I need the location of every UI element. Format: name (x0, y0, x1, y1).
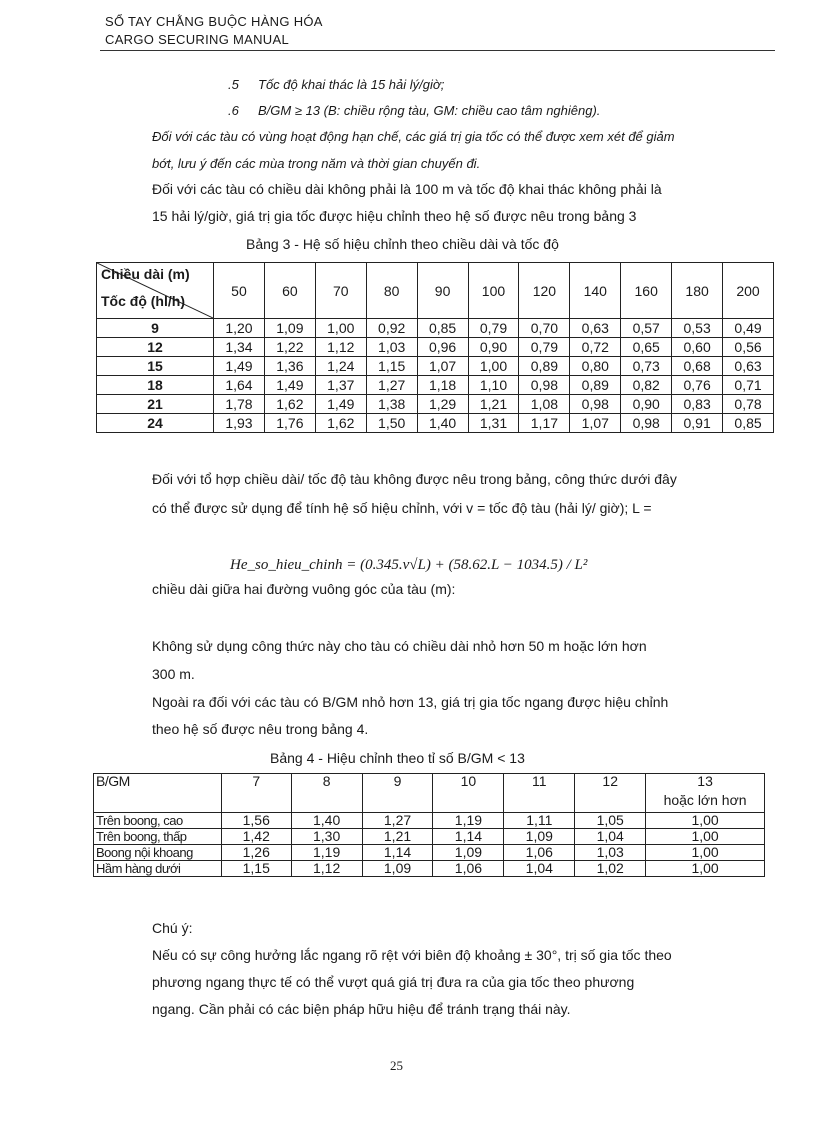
table-cell: 1,15 (366, 357, 417, 376)
table-cell: 1,09 (362, 861, 433, 877)
table4-col-header: 9 (362, 774, 433, 813)
paragraph-restricted-line: bớt, lưu ý đến các mùa trong năm và thời gian chuyến đi. (152, 156, 481, 171)
table-cell: 1,62 (264, 395, 315, 414)
table3-speed-cell: 24 (97, 414, 214, 433)
table-cell: 1,38 (366, 395, 417, 414)
note-line: Nếu có sự công hưởng lắc ngang rõ rệt với biên độ khoảng ± 30°, trị số gia tốc theo (152, 947, 672, 963)
table-cell: 0,90 (468, 338, 519, 357)
table-cell: 0,89 (519, 357, 570, 376)
paragraph-length-line: Đối với các tàu có chiều dài không phải là 100 m và tốc độ khai thác không phải là (152, 181, 662, 197)
table-row (97, 376, 774, 395)
table-cell: 1,04 (575, 829, 646, 845)
last-col-value: 13 (697, 773, 713, 789)
table4 (93, 773, 765, 877)
table-cell: 1,27 (362, 813, 433, 829)
table-cell: 0,73 (621, 357, 672, 376)
table-cell: 1,40 (291, 813, 362, 829)
table-cell: 1,03 (575, 845, 646, 861)
page-number: 25 (390, 1058, 403, 1073)
header-divider (100, 50, 775, 51)
table-cell: 1,09 (504, 829, 575, 845)
table-cell: 0,56 (723, 338, 774, 357)
table3-speed-cell: 15 (97, 357, 214, 376)
table-cell: 1,17 (519, 414, 570, 433)
table4-col-header: 10 (433, 774, 504, 813)
table3-length-header: 60 (264, 263, 315, 319)
table-cell: 1,21 (468, 395, 519, 414)
table-cell: 1,50 (366, 414, 417, 433)
table-cell: 1,19 (291, 845, 362, 861)
table3-length-header: 200 (723, 263, 774, 319)
table-cell: 1,00 (646, 829, 765, 845)
table-cell: 1,11 (504, 813, 575, 829)
table-cell: 1,14 (433, 829, 504, 845)
table-cell: 0,49 (723, 319, 774, 338)
table-cell: 1,29 (417, 395, 468, 414)
table-cell: 0,70 (519, 319, 570, 338)
table-cell: 1,03 (366, 338, 417, 357)
table4-row-label: Trên boong, cao (94, 813, 222, 829)
item-number: .6 (228, 103, 239, 118)
correction-formula: He_so_hieu_chinh = (0.345.v√L) + (58.62.L − 1034.5) / L² (230, 557, 588, 573)
paragraph-formula-line: Đối với tổ hợp chiều dài/ tốc độ tàu không được nêu trong bảng, công thức dưới đây (152, 471, 677, 487)
table-cell: 1,21 (362, 829, 433, 845)
table-cell: 0,63 (570, 319, 621, 338)
table-cell: 0,91 (672, 414, 723, 433)
table4-col-header: 12 (575, 774, 646, 813)
table-cell: 1,00 (468, 357, 519, 376)
last-col-suffix: hoặc lớn hơn (663, 792, 747, 808)
table-cell: 0,85 (723, 414, 774, 433)
table-cell: 1,05 (575, 813, 646, 829)
table-cell: 1,78 (214, 395, 265, 414)
note-line: phương ngang thực tế có thể vượt quá giá trị đưa ra của gia tốc theo phương (152, 974, 635, 990)
table-cell: 0,98 (519, 376, 570, 395)
table4-row-label: Hầm hàng dưới (94, 861, 222, 877)
table-cell: 1,04 (504, 861, 575, 877)
table3-length-header: 120 (519, 263, 570, 319)
table-cell: 1,93 (214, 414, 265, 433)
paragraph-limits-line: Không sử dụng công thức này cho tàu có chiều dài nhỏ hơn 50 m hoặc lớn hơn (152, 638, 647, 654)
item-text: B/GM ≥ 13 (B: chiều rộng tàu, GM: chiều cao tâm nghiêng). (258, 103, 601, 118)
table-cell: 1,19 (433, 813, 504, 829)
table-cell: 1,06 (433, 861, 504, 877)
table-cell: 0,83 (672, 395, 723, 414)
table-cell: 1,49 (315, 395, 366, 414)
paragraph-length-line: 15 hải lý/giờ, giá trị gia tốc được hiệu chỉnh theo hệ số được nêu trong bảng 3 (152, 208, 637, 224)
table4-col-header: 11 (504, 774, 575, 813)
table-cell: 1,22 (264, 338, 315, 357)
table3-speed-cell: 18 (97, 376, 214, 395)
table-cell: 0,89 (570, 376, 621, 395)
table-cell: 0,98 (621, 414, 672, 433)
paragraph-limits-line: 300 m. (152, 666, 195, 682)
table-cell: 0,63 (723, 357, 774, 376)
table-cell: 0,53 (672, 319, 723, 338)
table-cell: 1,12 (315, 338, 366, 357)
table-cell: 1,15 (221, 861, 291, 877)
table3-length-header: 50 (214, 263, 265, 319)
table-cell: 1,00 (315, 319, 366, 338)
table-cell: 1,00 (646, 813, 765, 829)
table-row (97, 338, 774, 357)
table-cell: 1,49 (214, 357, 265, 376)
table3-caption: Bảng 3 - Hệ số hiệu chỉnh theo chiều dài và tốc độ (246, 236, 559, 252)
table-cell: 0,82 (621, 376, 672, 395)
table-row (94, 813, 765, 829)
table-cell: 0,92 (366, 319, 417, 338)
table-cell: 0,98 (570, 395, 621, 414)
table-cell: 0,76 (672, 376, 723, 395)
table-cell: 0,71 (723, 376, 774, 395)
table-cell: 1,10 (468, 376, 519, 395)
table3-speed-cell: 9 (97, 319, 214, 338)
table4-row-label: Boong nội khoang (94, 845, 222, 861)
table-cell: 1,07 (417, 357, 468, 376)
table-row (97, 395, 774, 414)
table-cell: 0,68 (672, 357, 723, 376)
header-title-vi: SỔ TAY CHẰNG BUỘC HÀNG HÓA (105, 14, 323, 29)
table-row (97, 414, 774, 433)
paragraph-bgm-line: theo hệ số được nêu trong bảng 4. (152, 721, 369, 737)
table-row (94, 861, 765, 877)
table-cell: 0,57 (621, 319, 672, 338)
table-cell: 1,27 (366, 376, 417, 395)
table-cell: 0,60 (672, 338, 723, 357)
table-cell: 0,90 (621, 395, 672, 414)
table3-header-row (97, 263, 774, 319)
table-row (94, 845, 765, 861)
table4-row-label: Trên boong, thấp (94, 829, 222, 845)
table3-speed-cell: 21 (97, 395, 214, 414)
table4-caption: Bảng 4 - Hiệu chỉnh theo tỉ số B/GM < 13 (270, 750, 525, 766)
table-cell: 1,09 (433, 845, 504, 861)
table3-length-header: 70 (315, 263, 366, 319)
paragraph-restricted-line: Đối với các tàu có vùng hoạt động hạn chế, các giá trị gia tốc có thể được xem xét để giảm (152, 129, 675, 144)
paragraph-formula-line: có thể được sử dụng để tính hệ số hiệu chỉnh, với v = tốc độ tàu (hải lý/ giờ); L = (152, 500, 652, 516)
table-cell: 0,65 (621, 338, 672, 357)
table-cell: 0,96 (417, 338, 468, 357)
table3-length-header: 90 (417, 263, 468, 319)
table4-header-row (94, 774, 765, 813)
table-cell: 1,56 (221, 813, 291, 829)
table-cell: 0,72 (570, 338, 621, 357)
table-cell: 1,42 (221, 829, 291, 845)
table-cell: 1,02 (575, 861, 646, 877)
table-cell: 1,09 (264, 319, 315, 338)
table-cell: 1,49 (264, 376, 315, 395)
table-cell: 1,08 (519, 395, 570, 414)
table-cell: 0,78 (723, 395, 774, 414)
table3-length-header: 140 (570, 263, 621, 319)
table-cell: 1,36 (264, 357, 315, 376)
table-cell: 1,64 (214, 376, 265, 395)
table-cell: 1,06 (504, 845, 575, 861)
item-number: .5 (228, 77, 239, 92)
table3 (96, 262, 774, 433)
table-cell: 1,12 (291, 861, 362, 877)
table-row (97, 319, 774, 338)
corner-speed-label: Tốc độ (hl/h) (101, 293, 185, 309)
header-title-en: CARGO SECURING MANUAL (105, 32, 289, 47)
table3-corner-cell (97, 263, 214, 319)
table-cell: 1,24 (315, 357, 366, 376)
table4-col-header: 8 (291, 774, 362, 813)
table-cell: 1,40 (417, 414, 468, 433)
table-cell: 1,30 (291, 829, 362, 845)
table-cell: 1,37 (315, 376, 366, 395)
table3-length-header: 180 (672, 263, 723, 319)
paragraph-formula-line: chiều dài giữa hai đường vuông góc của tàu (m): (152, 581, 456, 597)
table-cell: 1,76 (264, 414, 315, 433)
table-cell: 0,79 (468, 319, 519, 338)
paragraph-bgm-line: Ngoài ra đối với các tàu có B/GM nhỏ hơn 13, giá trị gia tốc ngang được hiệu chỉnh (152, 694, 669, 710)
table-cell: 1,00 (646, 845, 765, 861)
table-cell: 0,79 (519, 338, 570, 357)
table-cell: 1,18 (417, 376, 468, 395)
table-cell: 0,80 (570, 357, 621, 376)
table3-length-header: 80 (366, 263, 417, 319)
table3-length-header: 160 (621, 263, 672, 319)
table-cell: 1,26 (221, 845, 291, 861)
table3-speed-cell: 12 (97, 338, 214, 357)
table3-length-header: 100 (468, 263, 519, 319)
table-cell: 1,07 (570, 414, 621, 433)
item-text: Tốc độ khai thác là 15 hải lý/giờ; (258, 77, 445, 92)
table-cell: 1,00 (646, 861, 765, 877)
table-cell: 1,62 (315, 414, 366, 433)
note-title: Chú ý: (152, 920, 193, 936)
table-row (94, 829, 765, 845)
table-cell: 1,20 (214, 319, 265, 338)
corner-length-label: Chiều dài (m) (101, 266, 190, 282)
table-cell: 1,34 (214, 338, 265, 357)
table-cell: 1,14 (362, 845, 433, 861)
note-line: ngang. Cần phải có các biện pháp hữu hiệu để tránh trạng thái này. (152, 1001, 571, 1017)
table-row (97, 357, 774, 376)
table4-col-header: 7 (221, 774, 291, 813)
table4-head-label: B/GM (94, 774, 222, 813)
table-cell: 0,85 (417, 319, 468, 338)
table-cell: 1,31 (468, 414, 519, 433)
table4-last-col-header (646, 774, 765, 813)
